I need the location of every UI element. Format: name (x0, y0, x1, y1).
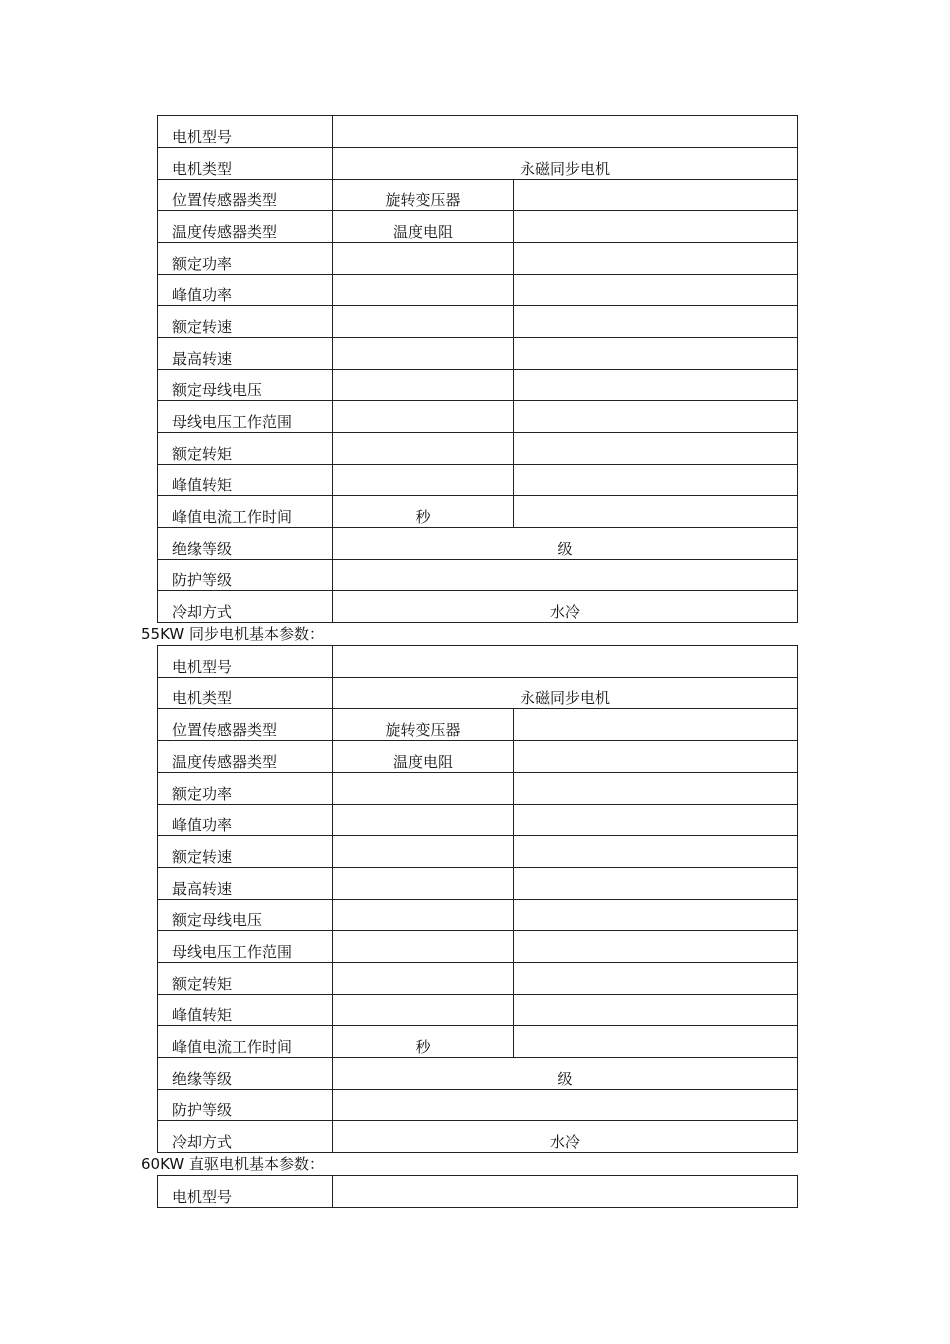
row-value: 永磁同步电机 (333, 678, 798, 709)
row-value: 旋转变压器 (333, 180, 514, 211)
row-value-extra (514, 931, 798, 963)
row-value: 旋转变压器 (333, 709, 514, 741)
row-value-extra (514, 1026, 798, 1058)
row-value (333, 306, 514, 338)
table-row (158, 528, 798, 560)
row-value: 永磁同步电机 (333, 148, 798, 180)
table-row (158, 741, 798, 773)
row-value: 温度电阻 (333, 741, 514, 773)
table-row (158, 709, 798, 741)
row-value (333, 1090, 798, 1121)
row-value-extra (514, 275, 798, 306)
spec-table-1 (157, 115, 798, 623)
spec-table-3 (157, 1175, 798, 1208)
row-value-extra (514, 370, 798, 401)
row-value-extra (514, 995, 798, 1026)
table-row (158, 338, 798, 370)
row-value-extra (514, 401, 798, 433)
table-caption-55kw: 55KW 同步电机基本参数： (141, 625, 324, 643)
table-row (158, 995, 798, 1026)
table-row (158, 900, 798, 931)
row-label: 额定转矩 (158, 963, 333, 995)
row-value-extra (514, 496, 798, 528)
row-value (333, 560, 798, 591)
table-row (158, 678, 798, 709)
table-row (158, 931, 798, 963)
row-label: 最高转速 (158, 338, 333, 370)
row-value (333, 338, 514, 370)
row-label: 峰值转矩 (158, 995, 333, 1026)
table-row (158, 1121, 798, 1153)
row-label: 冷却方式 (158, 1121, 333, 1153)
table-row (158, 963, 798, 995)
table-row (158, 805, 798, 836)
row-value: 级 (333, 528, 798, 560)
row-label: 峰值电流工作时间 (158, 1026, 333, 1058)
row-label: 额定母线电压 (158, 370, 333, 401)
row-value-extra (514, 211, 798, 243)
row-value: 秒 (333, 1026, 514, 1058)
table-row (158, 1176, 798, 1208)
row-label: 绝缘等级 (158, 528, 333, 560)
row-label: 峰值功率 (158, 275, 333, 306)
row-value (333, 275, 514, 306)
row-label: 母线电压工作范围 (158, 401, 333, 433)
row-value: 级 (333, 1058, 798, 1090)
table-row (158, 401, 798, 433)
table-row (158, 868, 798, 900)
row-value-extra (514, 773, 798, 805)
row-value-extra (514, 805, 798, 836)
row-label: 温度传感器类型 (158, 741, 333, 773)
row-label: 电机型号 (158, 116, 333, 148)
row-label: 绝缘等级 (158, 1058, 333, 1090)
row-value-extra (514, 465, 798, 496)
row-label: 峰值转矩 (158, 465, 333, 496)
row-value-extra (514, 836, 798, 868)
row-label: 防护等级 (158, 1090, 333, 1121)
row-value (333, 243, 514, 275)
table-row (158, 836, 798, 868)
table-row (158, 180, 798, 211)
row-label: 位置传感器类型 (158, 709, 333, 741)
row-value (333, 995, 514, 1026)
row-value-extra (514, 963, 798, 995)
row-label: 电机型号 (158, 1176, 333, 1208)
row-value (333, 963, 514, 995)
row-value-extra (514, 338, 798, 370)
row-value (333, 900, 514, 931)
row-label: 冷却方式 (158, 591, 333, 623)
row-value (333, 465, 514, 496)
table-row (158, 465, 798, 496)
table-row (158, 370, 798, 401)
row-label: 峰值电流工作时间 (158, 496, 333, 528)
row-value (333, 401, 514, 433)
row-value (333, 1176, 798, 1208)
row-label: 额定母线电压 (158, 900, 333, 931)
row-label: 位置传感器类型 (158, 180, 333, 211)
row-label: 最高转速 (158, 868, 333, 900)
row-label: 额定转速 (158, 306, 333, 338)
row-label: 防护等级 (158, 560, 333, 591)
row-value (333, 646, 798, 678)
table-caption-60kw: 60KW 直驱电机基本参数： (141, 1155, 324, 1173)
row-label: 额定转速 (158, 836, 333, 868)
table-row (158, 211, 798, 243)
row-value-extra (514, 900, 798, 931)
row-value (333, 116, 798, 148)
table-row (158, 646, 798, 678)
row-label: 额定功率 (158, 243, 333, 275)
row-value-extra (514, 709, 798, 741)
row-value (333, 773, 514, 805)
row-label: 电机类型 (158, 678, 333, 709)
row-value-extra (514, 306, 798, 338)
row-label: 电机型号 (158, 646, 333, 678)
row-label: 额定功率 (158, 773, 333, 805)
row-value (333, 868, 514, 900)
table-row (158, 773, 798, 805)
table-row (158, 1090, 798, 1121)
row-value: 温度电阻 (333, 211, 514, 243)
row-value-extra (514, 741, 798, 773)
row-label: 母线电压工作范围 (158, 931, 333, 963)
table-row (158, 243, 798, 275)
table-row (158, 306, 798, 338)
table-row (158, 1058, 798, 1090)
row-value-extra (514, 868, 798, 900)
table-row (158, 1026, 798, 1058)
row-value: 水冷 (333, 591, 798, 623)
row-value: 水冷 (333, 1121, 798, 1153)
row-label: 峰值功率 (158, 805, 333, 836)
table-row (158, 496, 798, 528)
row-value (333, 370, 514, 401)
row-label: 电机类型 (158, 148, 333, 180)
row-label: 温度传感器类型 (158, 211, 333, 243)
row-value-extra (514, 180, 798, 211)
row-value (333, 836, 514, 868)
row-value (333, 931, 514, 963)
table-row (158, 116, 798, 148)
row-value (333, 805, 514, 836)
table-row (158, 591, 798, 623)
table-row (158, 560, 798, 591)
spec-table-2 (157, 645, 798, 1153)
row-value: 秒 (333, 496, 514, 528)
row-value (333, 433, 514, 465)
row-value-extra (514, 243, 798, 275)
row-label: 额定转矩 (158, 433, 333, 465)
table-row (158, 275, 798, 306)
table-row (158, 148, 798, 180)
row-value-extra (514, 433, 798, 465)
table-row (158, 433, 798, 465)
